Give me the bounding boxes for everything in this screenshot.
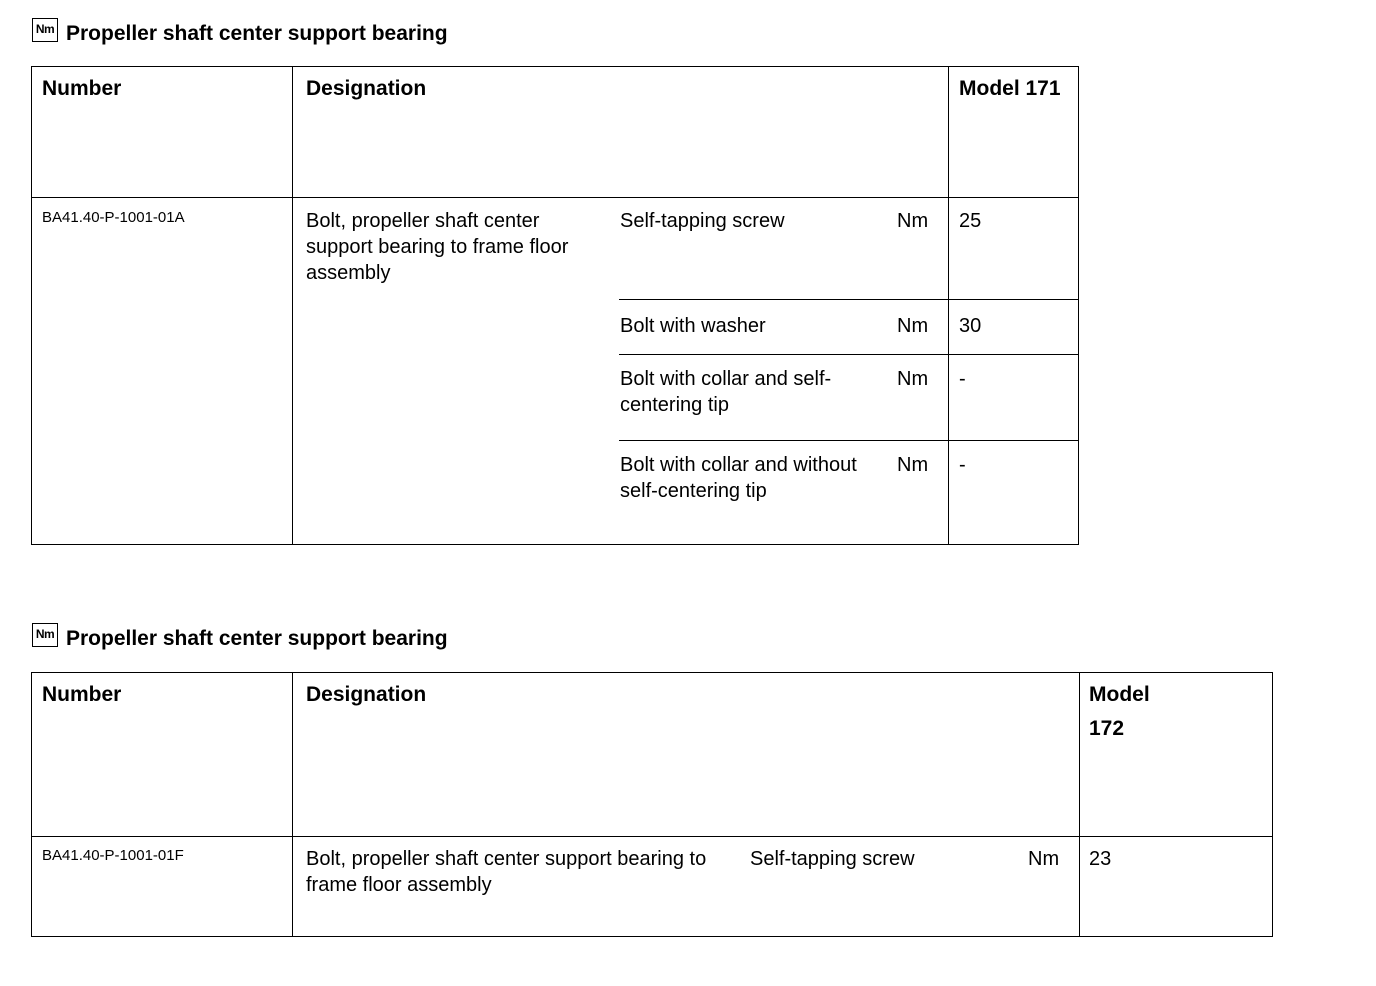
item-unit: Nm [897, 454, 929, 476]
row-values-cell [1079, 836, 1273, 937]
row-number: BA41.40-P-1001-01F [42, 847, 184, 864]
header-number: Number [42, 77, 122, 100]
item-value: 30 [959, 315, 982, 337]
item-unit: Nm [897, 368, 929, 390]
header-model-cell [948, 66, 1079, 198]
header-model-line2: 172 [1089, 717, 1125, 740]
item-unit: Nm [897, 315, 929, 337]
item-value: 23 [1089, 848, 1112, 870]
header-number-cell [31, 672, 293, 837]
row-number-cell [31, 836, 293, 937]
item-type: Self-tapping screw [750, 848, 915, 870]
header-designation: Designation [306, 77, 427, 100]
torque-nm-icon: Nm [32, 623, 58, 647]
sub-row-divider [619, 440, 1079, 441]
row-designation: Bolt, propeller shaft center support bearing to frame floor assembly [306, 848, 707, 896]
item-type: Self-tapping screw [620, 210, 785, 232]
row-number-cell [31, 197, 293, 545]
item-value: 25 [959, 210, 982, 232]
header-designation-cell [292, 672, 1080, 837]
sub-row-divider [619, 299, 1079, 300]
item-unit: Nm [1028, 848, 1060, 870]
header-designation: Designation [306, 683, 427, 706]
header-model-line1: Model [1089, 683, 1150, 706]
item-type: Bolt with collar and self-centering tip [620, 368, 832, 416]
item-unit: Nm [897, 210, 929, 232]
row-designation-cell [292, 836, 1080, 937]
header-designation-cell [292, 66, 949, 198]
item-value: - [959, 368, 966, 390]
header-number-cell [31, 66, 293, 198]
header-model-cell [1079, 672, 1273, 837]
row-designation-cell [292, 197, 949, 545]
item-type: Bolt with washer [620, 315, 766, 337]
header-model: Model 171 [959, 77, 1061, 100]
header-number: Number [42, 683, 122, 706]
sub-row-divider [619, 354, 1079, 355]
torque-nm-icon: Nm [32, 18, 58, 42]
item-value: - [959, 454, 966, 476]
section-1-title: Propeller shaft center support bearing [66, 22, 448, 45]
row-number: BA41.40-P-1001-01A [42, 209, 185, 226]
row-values-cell [948, 197, 1079, 545]
section-2-title: Propeller shaft center support bearing [66, 627, 448, 650]
item-type: Bolt with collar and without self-centering tip [620, 454, 857, 502]
row-designation: Bolt, propeller shaft center support bearing to frame floor assembly [306, 210, 569, 284]
